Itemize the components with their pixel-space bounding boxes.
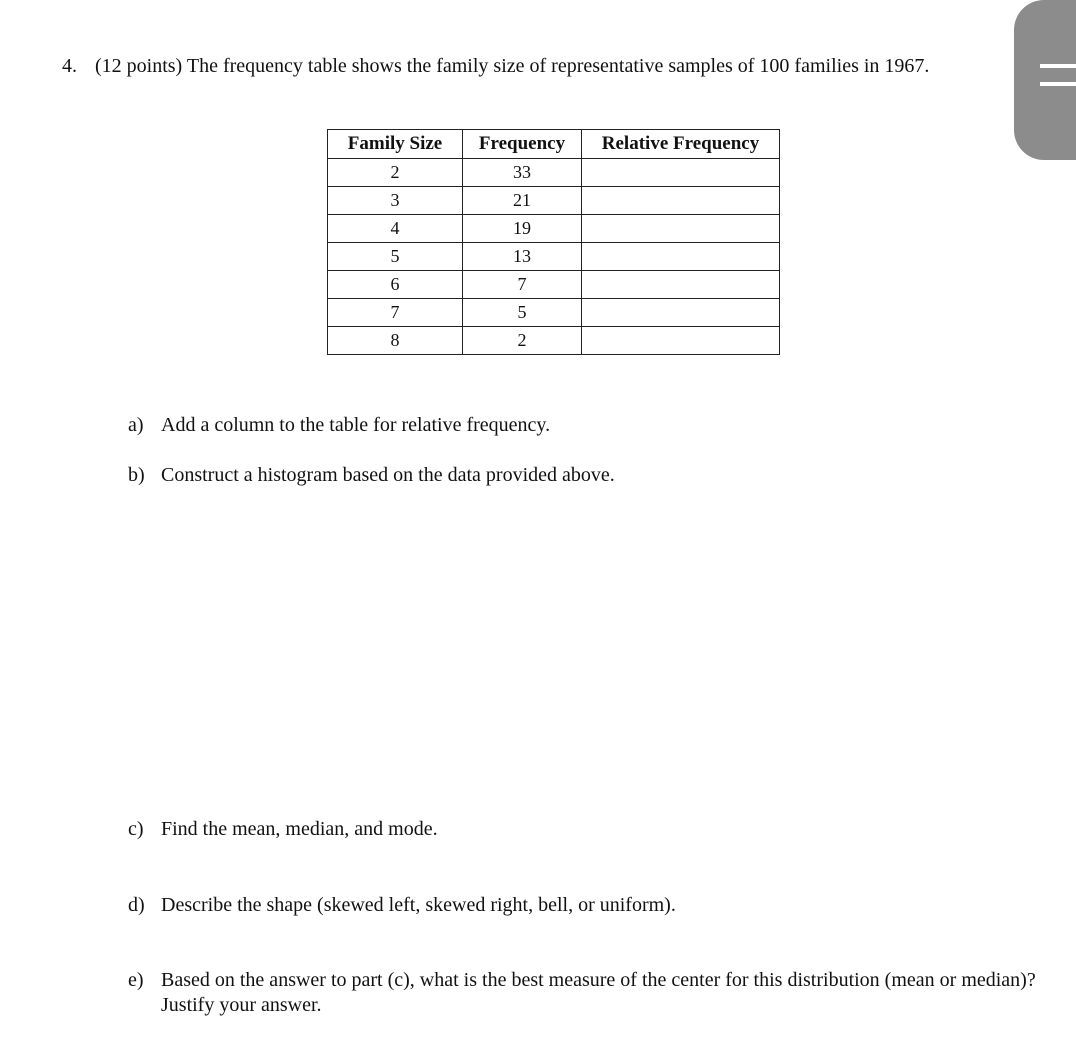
- cell-frequency: 21: [463, 187, 582, 215]
- cell-frequency: 13: [463, 243, 582, 271]
- table-row: [328, 299, 780, 327]
- cell-family-size: 2: [328, 159, 463, 187]
- cell-relative-frequency: [582, 271, 780, 299]
- cell-relative-frequency: [582, 299, 780, 327]
- part-b-label: b): [128, 464, 145, 486]
- part-a-text: Add a column to the table for relative frequency.: [161, 414, 551, 436]
- cell-frequency: 19: [463, 215, 582, 243]
- cell-frequency: 2: [463, 327, 582, 355]
- table-row: [328, 187, 780, 215]
- table-row: [328, 243, 780, 271]
- cell-relative-frequency: [582, 215, 780, 243]
- header-relative-frequency: Relative Frequency: [582, 130, 780, 159]
- cell-family-size: 8: [328, 327, 463, 355]
- drag-grip-icon: [1040, 82, 1076, 86]
- cell-frequency: 7: [463, 271, 582, 299]
- question-text: (12 points) The frequency table shows the family size of representative samples of 100 families in 1967.: [95, 55, 930, 77]
- scroll-handle[interactable]: [1014, 0, 1076, 160]
- part-a: [128, 413, 1048, 438]
- cell-relative-frequency: [582, 243, 780, 271]
- part-d-text: Describe the shape (skewed left, skewed right, bell, or uniform).: [161, 894, 676, 916]
- part-c-text: Find the mean, median, and mode.: [161, 818, 438, 840]
- cell-family-size: 5: [328, 243, 463, 271]
- part-e-text: Based on the answer to part (c), what is the best measure of the center for this distribution (mean or median)? Justify your answer.: [161, 969, 1036, 1016]
- part-b-text: Construct a histogram based on the data provided above.: [161, 464, 615, 486]
- cell-relative-frequency: [582, 327, 780, 355]
- table-header-row: [328, 130, 780, 159]
- part-d: [128, 893, 1048, 918]
- table-row: [328, 327, 780, 355]
- question-number: 4.: [62, 55, 77, 77]
- cell-relative-frequency: [582, 159, 780, 187]
- part-e-label: e): [128, 969, 144, 991]
- part-c-label: c): [128, 818, 144, 840]
- part-d-label: d): [128, 894, 145, 916]
- part-e: [128, 968, 1048, 1018]
- table-row: [328, 271, 780, 299]
- question-heading: [62, 55, 929, 78]
- part-b: [128, 463, 1048, 488]
- cell-relative-frequency: [582, 187, 780, 215]
- table-row: [328, 215, 780, 243]
- header-frequency: Frequency: [463, 130, 582, 159]
- cell-family-size: 7: [328, 299, 463, 327]
- cell-frequency: 5: [463, 299, 582, 327]
- cell-family-size: 4: [328, 215, 463, 243]
- drag-grip-icon: [1040, 64, 1076, 68]
- part-c: [128, 817, 1048, 842]
- table-row: [328, 159, 780, 187]
- cell-family-size: 3: [328, 187, 463, 215]
- cell-family-size: 6: [328, 271, 463, 299]
- cell-frequency: 33: [463, 159, 582, 187]
- part-a-label: a): [128, 414, 144, 436]
- header-family-size: Family Size: [328, 130, 463, 159]
- frequency-table: [327, 129, 780, 355]
